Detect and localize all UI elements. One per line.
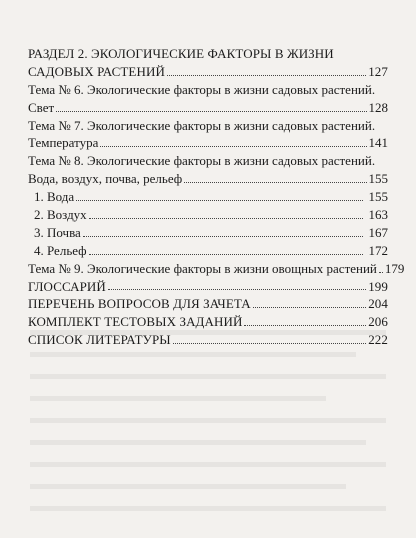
toc-entry-topic6: [28, 99, 388, 117]
bleed-through-line: [30, 462, 386, 467]
toc-entry-text: Тема № 9. Экологические факторы в жизни овощных растений: [28, 260, 377, 276]
dot-leader: [173, 343, 366, 344]
table-of-contents: [28, 45, 405, 349]
toc-page-number: 222: [368, 332, 388, 348]
toc-page-number: 163: [368, 207, 388, 222]
dot-leader: [244, 325, 366, 326]
toc-entry-topic7: [28, 134, 388, 152]
toc-page-number: 206: [368, 314, 388, 330]
toc-subentry: [28, 206, 388, 224]
toc-entry-topic8-title: [28, 152, 388, 170]
toc-page-number: 128: [368, 99, 388, 115]
dot-leader: [89, 254, 363, 255]
toc-entry-topic8: [28, 170, 388, 188]
toc-subentry: [28, 188, 388, 206]
toc-page-number: 179: [384, 260, 405, 276]
toc-entry-text: Температура: [28, 135, 99, 151]
toc-entry-text: 3. Почва: [34, 224, 81, 240]
toc-subentry: [28, 224, 388, 242]
toc-entry-tests: [28, 313, 388, 331]
toc-entry-text: ПЕРЕЧЕНЬ ВОПРОСОВ ДЛЯ ЗАЧЕТА: [28, 296, 251, 312]
dot-leader: [184, 182, 366, 183]
toc-entry-topic6-title: [28, 81, 388, 99]
bleed-through-line: [30, 374, 386, 379]
dot-leader: [253, 307, 366, 308]
toc-entry-topic9: [28, 260, 405, 278]
toc-entry-text: КОМПЛЕКТ ТЕСТОВЫХ ЗАДАНИЙ: [28, 314, 243, 330]
dot-leader: [89, 218, 363, 219]
toc-entry-section2: [28, 63, 388, 81]
bleed-through-line: [30, 484, 346, 489]
toc-page-number: 167: [368, 224, 388, 240]
toc-entry-topic7-title: [28, 117, 388, 135]
toc-entry-text: 1. Вода: [34, 189, 75, 205]
toc-entry-text: Вода, воздух, почва, рельеф: [28, 171, 183, 187]
toc-page-number: 155: [368, 171, 388, 187]
toc-entry-text: Тема № 8. Экологические факторы в жизни садовых растений.: [28, 153, 376, 169]
bleed-through-line: [30, 506, 386, 511]
toc-page-number: 127: [368, 63, 388, 79]
dot-leader: [76, 200, 362, 201]
dot-leader: [83, 236, 363, 237]
toc-page-number: 199: [368, 278, 388, 294]
toc-entry-text: САДОВЫХ РАСТЕНИЙ: [28, 63, 165, 79]
toc-page-number: 141: [368, 135, 388, 151]
toc-entry-text: Тема № 6. Экологические факторы в жизни садовых растений.: [28, 81, 376, 97]
bleed-through-line: [30, 352, 356, 357]
toc-page-number: 204: [368, 296, 388, 312]
toc-entry-glossary: [28, 278, 388, 296]
toc-subentry: [28, 242, 388, 260]
toc-entry-questions: [28, 295, 388, 313]
dot-leader: [167, 75, 366, 76]
toc-entry-literature: [28, 331, 388, 349]
toc-entry-text: СПИСОК ЛИТЕРАТУРЫ: [28, 332, 171, 348]
toc-entry-section2-line1: [28, 45, 388, 63]
toc-entry-text: ГЛОССАРИЙ: [28, 278, 106, 294]
dot-leader: [108, 289, 366, 290]
toc-entry-text: 4. Рельеф: [34, 242, 87, 258]
toc-page-number: 155: [368, 189, 388, 205]
toc-entry-text: Тема № 7. Экологические факторы в жизни садовых растений.: [28, 117, 376, 133]
bleed-through-line: [30, 396, 326, 401]
toc-entry-text: 2. Воздух: [34, 207, 87, 222]
bleed-through-line: [30, 440, 366, 445]
dot-leader: [100, 146, 366, 147]
dot-leader: [56, 111, 366, 112]
toc-entry-text: РАЗДЕЛ 2. ЭКОЛОГИЧЕСКИЕ ФАКТОРЫ В ЖИЗНИ: [28, 45, 334, 61]
bleed-through-line: [30, 418, 386, 423]
toc-page-number: 172: [368, 242, 388, 258]
toc-entry-text: Свет: [28, 99, 55, 115]
dot-leader: [379, 272, 383, 273]
